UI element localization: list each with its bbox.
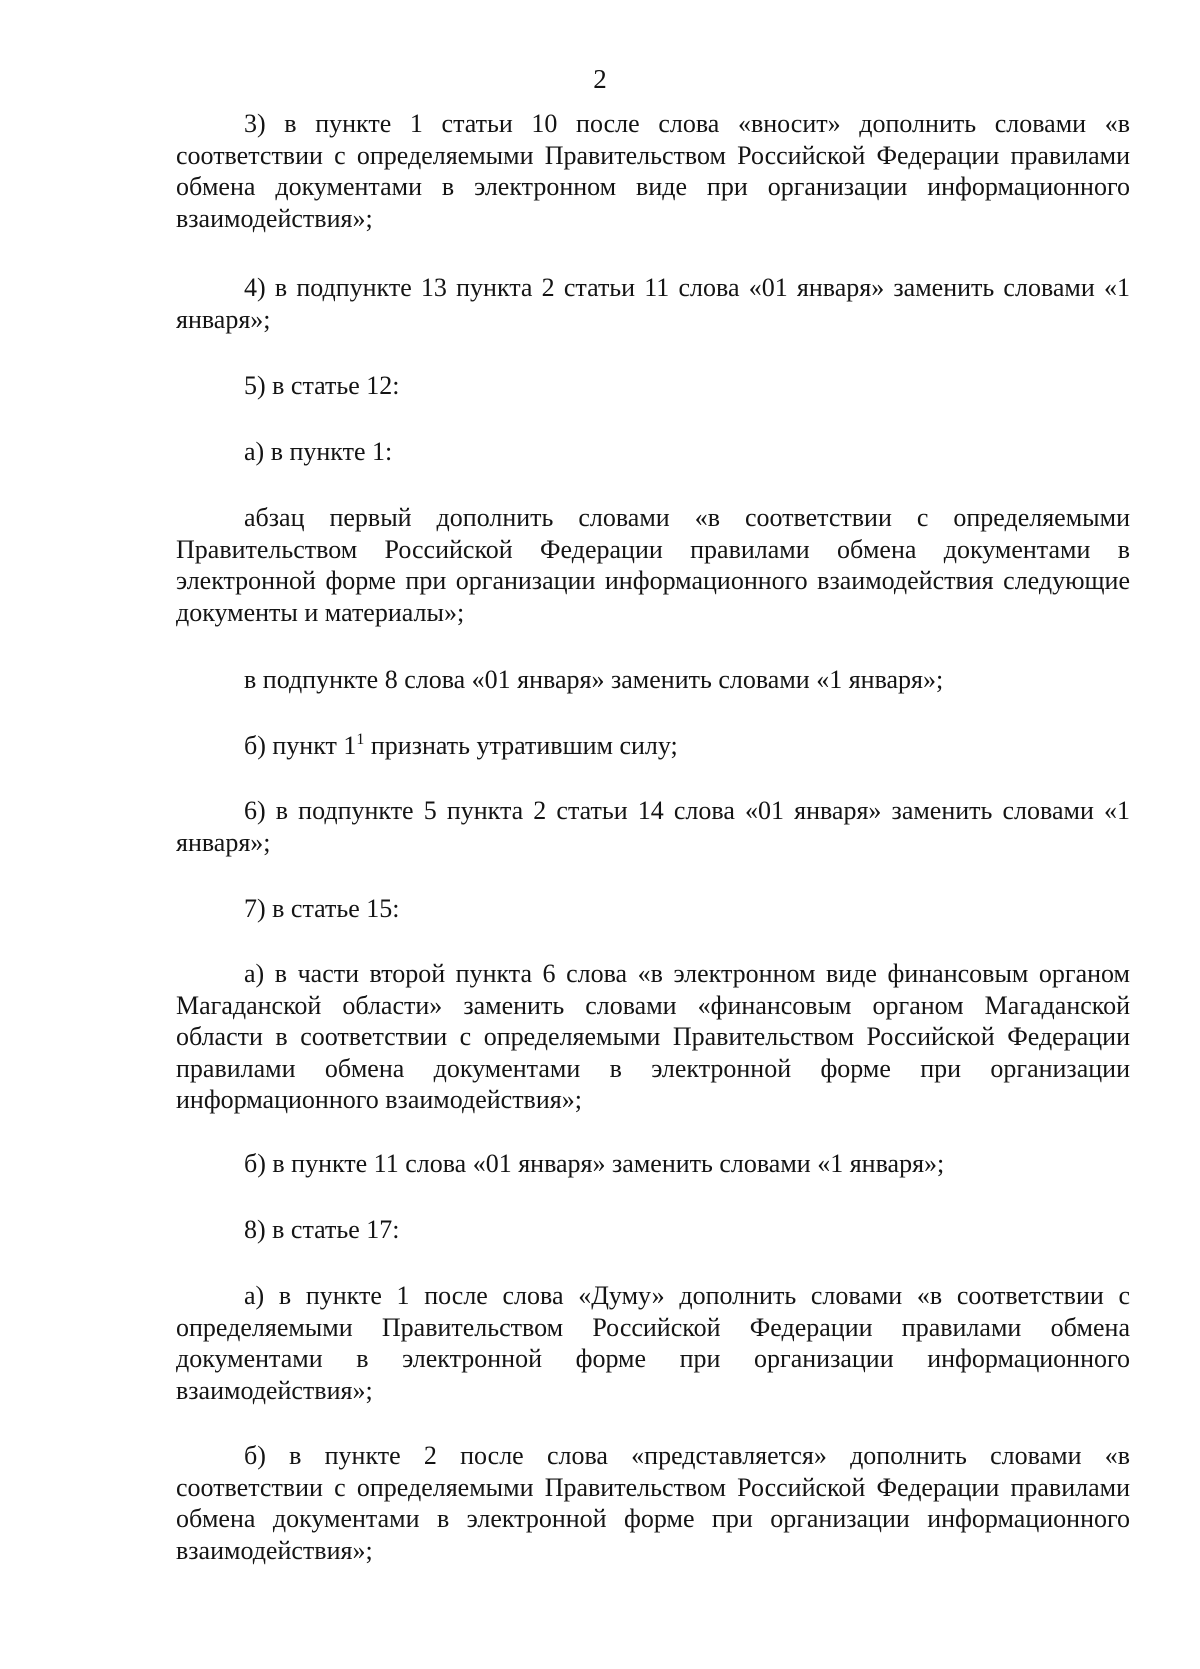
paragraph-7a: а) в части второй пункта 6 слова «в электронном виде финансовым органом Магаданской области» заменить словами «финансовым органом Магаданской области в соответствии с определяемыми Правительством Российской Федерации правилами обмена документами в электронной форме при организации информационного взаимодействия»; — [176, 959, 1130, 1114]
paragraph-5b-text-end: признать утратившим силу; — [364, 731, 678, 760]
paragraph-8b: б) в пункте 2 после слова «представляется» дополнить словами «в соответствии с определяемыми Правительством Российской Федерации правилами обмена документами в электронной форме при организации информационного взаимодействия»; — [176, 1441, 1130, 1565]
paragraph-5b — [176, 730, 1130, 762]
paragraph-8: 8) в статье 17: — [244, 1215, 400, 1244]
paragraph-8a: а) в пункте 1 после слова «Думу» дополнить словами «в соответствии с определяемыми Правительством Российской Федерации правилами обмена документами в электронной форме при организации информационного взаимодействия»; — [176, 1281, 1130, 1405]
paragraph-6: 6) в подпункте 5 пункта 2 статьи 14 слова «01 января» заменить словами «1 января»; — [176, 796, 1130, 857]
paragraph-7: 7) в статье 15: — [244, 894, 400, 923]
paragraph-5b-superscript: 1 — [356, 731, 365, 748]
paragraph-3: 3) в пункте 1 статьи 10 после слова «вносит» дополнить словами «в соответствии с определяемыми Правительством Российской Федерации правилами обмена документами в электронном виде при организации информационного взаимодействия»; — [176, 109, 1130, 233]
page-number: 2 — [593, 64, 607, 94]
paragraph-7b: б) в пункте 11 слова «01 января» заменить словами «1 января»; — [244, 1149, 945, 1178]
paragraph-5b-text: б) пункт 1 — [244, 731, 357, 760]
paragraph-5a: а) в пункте 1: — [244, 437, 393, 466]
paragraph-5a-podpunkt8: в подпункте 8 слова «01 января» заменить словами «1 января»; — [244, 665, 944, 694]
paragraph-4: 4) в подпункте 13 пункта 2 статьи 11 слова «01 января» заменить словами «1 января»; — [176, 273, 1130, 334]
paragraph-5a-abzac: абзац первый дополнить словами «в соответствии с определяемыми Правительством Российской Федерации правилами обмена документами в электронной форме при организации информационного взаимодействия следующие документы и материалы»; — [176, 503, 1130, 627]
paragraph-5: 5) в статье 12: — [244, 371, 400, 400]
